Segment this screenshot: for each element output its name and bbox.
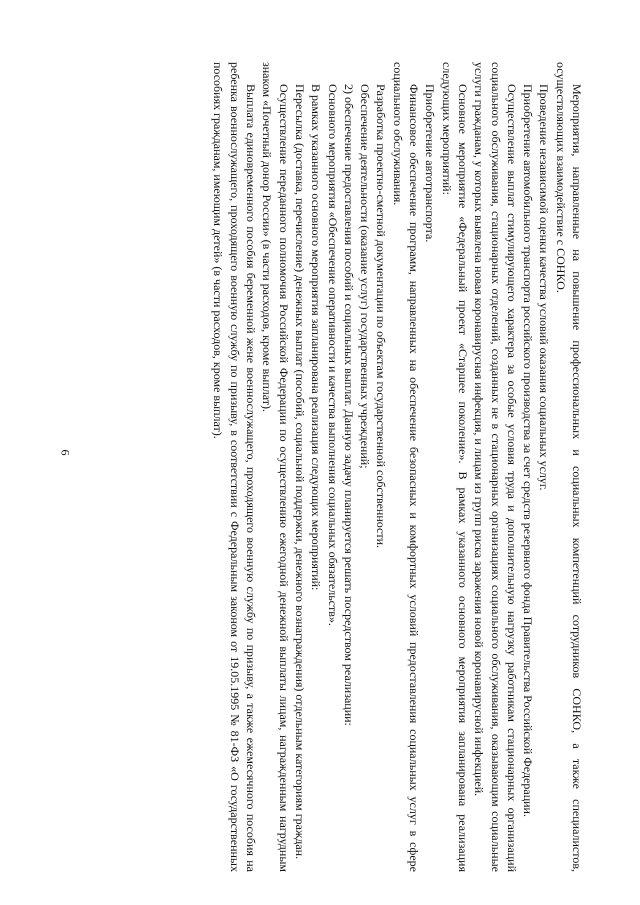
paragraph: Разработка проектно-сметной документации по объектам государственной собственности. xyxy=(374,84,389,549)
paragraph: Осуществление переданного полномочия Российской Федерации по осуществлению ежегодной денежной выплаты лицам, награжденным нагрудным знаком «Почетный донор России» (в части расходов, кроме выплат). xyxy=(260,62,291,872)
paragraph: В рамках указанного основного мероприятия запланирована реализация следующих мероприятий: xyxy=(309,84,324,591)
paragraph: 2) обеспечение предоставления пособий и социальных выплат. Данную задачу планируется решать посредством реализации: xyxy=(341,84,356,726)
paragraph: Проведение независимой оценки качества условий оказания социальных услуг. xyxy=(537,84,552,491)
paragraph: Осуществление выплат стимулирующего характера за особые условия труда и дополнительную нагрузку работникам стационарных организаций социального обслуживания, стационарных отделений, созданных не в стационарных организациях социального обслуживания, оказывающим социальные услуги гражданам, у которых выявлена новая коронавирусная инфекция, и лицам из групп риска заражения новой коронавирусной инфекцией. xyxy=(472,62,519,872)
paragraph: Приобретение автомобильного транспорта российского производства за счет средств резервного фонда Правительства Российской Федерации. xyxy=(521,84,536,817)
page-number: 6 xyxy=(58,449,73,456)
paragraph: Выплата единовременного пособия беременной жене военнослужащего, проходящего военную службу по призыву, а также ежемесячного пособия на ребенка военнослужащего, проходящего военную службу по призыву, в соответствии с Федеральным законом от 19.05.1995 № 81-ФЗ «О государственных пособиях гражданам, имеющим детей» (в части расходов, кроме выплат). xyxy=(211,62,259,872)
paragraph: Обеспечение деятельности (оказание услуг) государственных учреждений; xyxy=(358,84,373,469)
paragraph: Приобретение автотранспорта. xyxy=(423,84,438,243)
paragraph: Основное мероприятие «Федеральный проект «Старшее поколение». В рамках указанного основного мероприятия запланирована реализация следующих мероприятий: xyxy=(439,62,470,872)
body-text xyxy=(75,62,585,872)
paragraph: Финансовое обеспечение программ, направленных на обеспечение безопасных и комфортных условий предоставления социальных услуг в сфере социального обслуживания. xyxy=(390,62,422,872)
paragraph: Мероприятия, направленные на повышение профессиональных и социальных компетенций сотрудников СОНКО, а также специалистов, осуществляющих взаимодействие с СОНКО. xyxy=(553,62,584,872)
paragraph: Пересылка (доставка, перечисление) денежных выплат (пособий, социальной поддержки, денежного вознаграждения) отдельным категориям граждан. xyxy=(292,84,307,860)
paragraph: Основного мероприятия «Обеспечение оперативности и качества выполнения социальных обязательств». xyxy=(325,84,340,626)
